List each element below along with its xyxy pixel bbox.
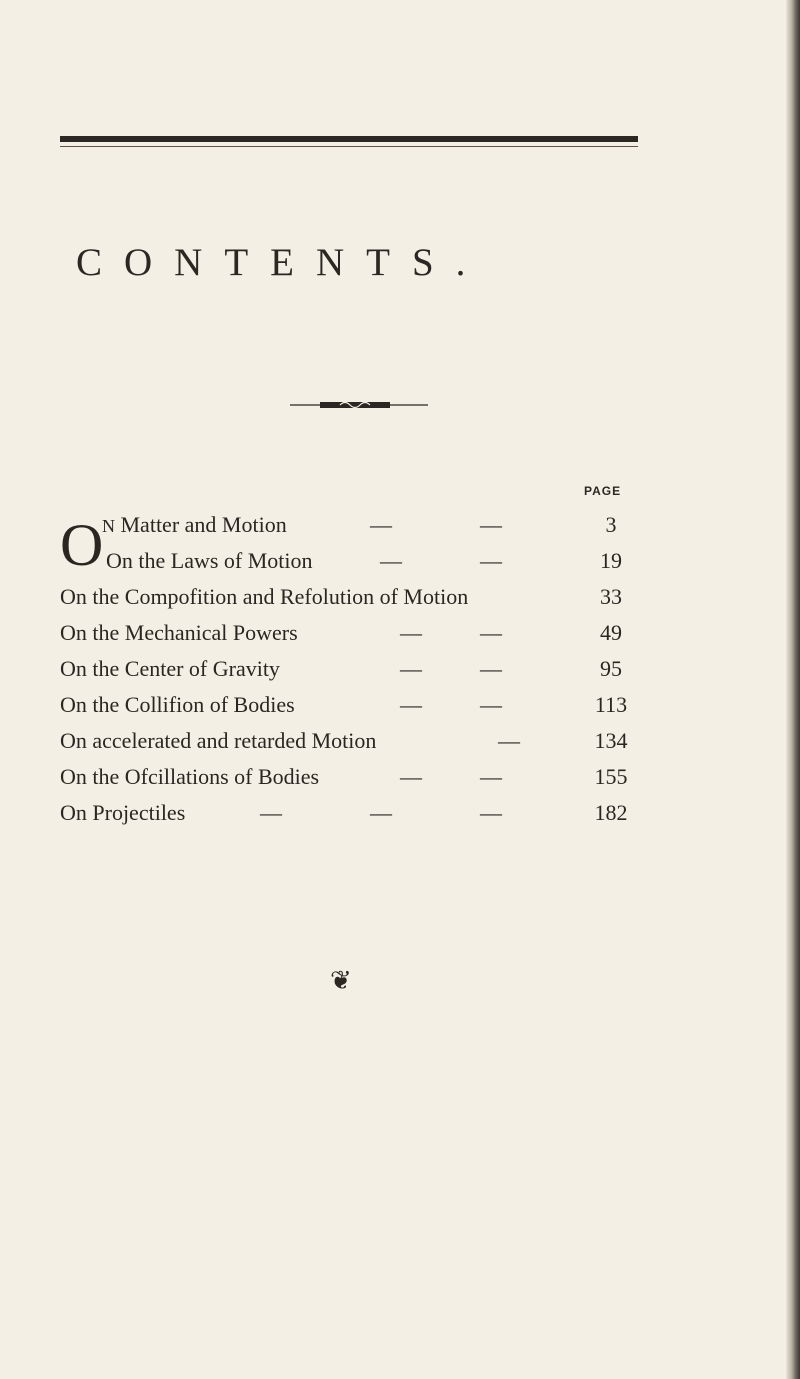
toc-entry-title: On accelerated and retarded Motion bbox=[60, 728, 377, 753]
leader-dash: — bbox=[380, 548, 402, 573]
toc-page-number: 155 bbox=[594, 764, 628, 789]
toc-entry-accelerated-motion bbox=[60, 723, 628, 759]
top-thick-rule bbox=[60, 136, 638, 142]
page-title: CONTENTS. bbox=[76, 241, 488, 284]
toc-entry-title: On the Laws of Motion bbox=[106, 548, 313, 573]
toc-entry-title: On the Mechanical Powers bbox=[60, 620, 298, 645]
toc-page-number: 134 bbox=[594, 728, 628, 753]
toc-page-number: 49 bbox=[600, 620, 622, 645]
toc-entry-title: N Matter and Motion bbox=[102, 512, 287, 537]
toc-entry-title: On the Compofition and Refolution of Motion bbox=[60, 584, 469, 609]
leader-dash: — bbox=[400, 620, 422, 645]
ornamental-rule bbox=[290, 400, 428, 410]
leader-dash: — bbox=[498, 728, 520, 753]
leader-dash: — bbox=[400, 764, 422, 789]
page-edge-shadow bbox=[786, 0, 800, 1379]
leader-dash: — bbox=[480, 548, 502, 573]
toc-page-number: 113 bbox=[594, 692, 628, 717]
toc-page-number: 95 bbox=[600, 656, 622, 681]
toc-entry-title: On the Ofcillations of Bodies bbox=[60, 764, 320, 789]
toc-entry-title: On the Collifion of Bodies bbox=[60, 692, 295, 717]
toc-entry-laws-of-motion bbox=[60, 543, 622, 579]
toc-page-number: 182 bbox=[594, 800, 628, 825]
leader-dash: — bbox=[480, 512, 502, 537]
toc-entry-mechanical-powers bbox=[60, 615, 622, 651]
leader-dash: — bbox=[370, 800, 392, 825]
toc-entry-title: On Projectiles bbox=[60, 800, 186, 825]
leader-dash: — bbox=[370, 512, 392, 537]
leader-dash: — bbox=[400, 656, 422, 681]
leader-dash: — bbox=[480, 764, 502, 789]
toc-page-number: 3 bbox=[605, 512, 617, 537]
toc-entry-collision-of-bodies bbox=[60, 687, 628, 723]
toc-entry-oscillations-of-bodies bbox=[60, 759, 628, 795]
top-thin-rule bbox=[60, 146, 638, 147]
toc-page-number: 19 bbox=[600, 548, 622, 573]
toc-entry-center-of-gravity bbox=[60, 651, 622, 687]
leader-dash: — bbox=[480, 692, 502, 717]
fleuron-ornament-icon: ❦ bbox=[330, 966, 352, 996]
contents-list bbox=[60, 507, 628, 831]
page-column-heading: PAGE bbox=[584, 484, 622, 498]
leader-dash: — bbox=[260, 800, 282, 825]
toc-page-number: 33 bbox=[600, 584, 622, 609]
toc-entry-projectiles bbox=[60, 795, 628, 831]
toc-entry-composition-resolution bbox=[60, 579, 622, 615]
leader-dash: — bbox=[480, 656, 502, 681]
leader-dash: — bbox=[480, 800, 502, 825]
leader-dash: — bbox=[400, 692, 422, 717]
leader-dash: — bbox=[480, 620, 502, 645]
toc-entry-title: On the Center of Gravity bbox=[60, 656, 280, 681]
drop-cap: O bbox=[60, 512, 104, 578]
